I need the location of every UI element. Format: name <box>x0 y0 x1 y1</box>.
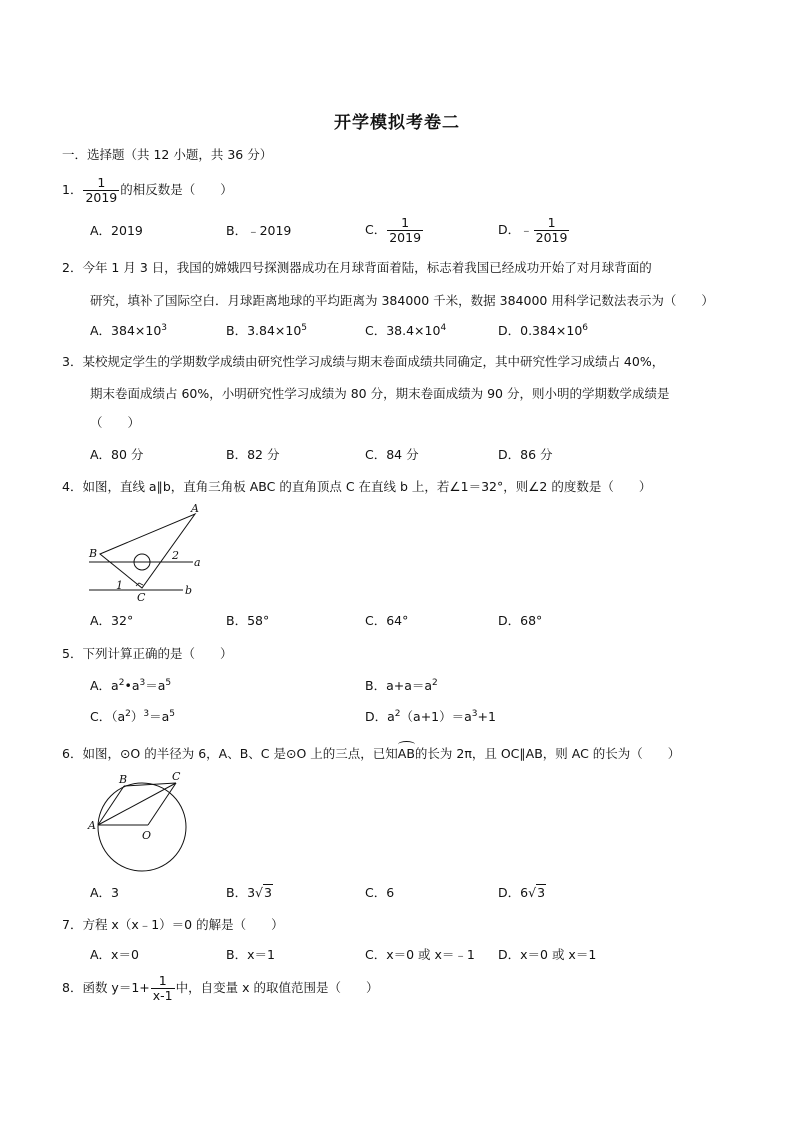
arc-ab: AB <box>397 746 415 761</box>
label-c-point: C <box>137 591 146 604</box>
label-angle-2: 2 <box>172 549 179 562</box>
question-4: 4．如图，直线 a∥b，直角三角板 ABC 的直角顶点 C 在直线 b 上，若∠1＝32°，则∠2 的度数是（ ） <box>62 479 652 494</box>
option-d: D．﹣ $\frac{1}{2019}$ <box>498 215 568 245</box>
option-c: C．84 分 <box>365 447 419 462</box>
question-3-line-2: 期末卷面成绩占 60%，小明研究性学习成绩为 80 分，期末卷面成绩为 90 分，则小明的学期数学成绩是 <box>90 386 670 401</box>
option-d: D．86 分 <box>498 447 553 462</box>
option-a: A．2019 <box>90 223 143 238</box>
option-b: B．82 分 <box>226 447 280 462</box>
option-b: B．$3.84\times 10^5$ <box>226 322 308 338</box>
question-1 <box>62 176 233 205</box>
question-2-line-2: 研究，填补了国际空白．月球距离地球的平均距离为 384000 千米，数据 384000 用科学记数法表示为（ ） <box>90 293 714 308</box>
question-text: 的相反数是（ ） <box>120 182 233 197</box>
option-b: B．58° <box>226 613 270 628</box>
label-b-point: B <box>89 547 98 560</box>
label-o-point: O <box>142 829 152 842</box>
option-d: D．$a^2(a+1)=a^3+1$ <box>365 708 496 724</box>
option-a: A．$384\times 10^3$ <box>90 322 168 338</box>
option-a: A．80 分 <box>90 447 144 462</box>
option-c: C．x＝0 或 x＝﹣1 <box>365 947 475 962</box>
sqrt-icon: √ <box>528 885 537 900</box>
question-8: 8．函数 y＝1+ $\frac{1}{x-1}$ 中，自变量 x 的取值范围是（ ） <box>62 973 379 1003</box>
question-number: 1． <box>62 182 83 197</box>
label-c-point: C <box>172 770 181 783</box>
option-b: B．x＝1 <box>226 947 275 962</box>
option-a: A．32° <box>90 613 134 628</box>
page-title: 开学模拟考卷二 <box>334 113 460 133</box>
option-d: D．68° <box>498 613 543 628</box>
option-d: D．x＝0 或 x＝1 <box>498 947 597 962</box>
question-3-line-1: 3．某校规定学生的学期数学成绩由研究性学习成绩与期末卷面成绩共同确定，其中研究性学习成绩占 40%， <box>62 354 665 369</box>
option-c: C．$(a^2)^3=a^5$ <box>90 708 176 724</box>
option-a: A．3 <box>90 885 120 900</box>
option-c: C．64° <box>365 613 409 628</box>
option-d: D．$0.384\times 10^6$ <box>498 322 589 338</box>
sqrt-icon: √ <box>255 885 263 900</box>
question-2-line-1: 2．今年 1 月 3 日，我国的嫦娥四号探测器成功在月球背面着陆，标志着我国已经成功开始了对月球背面的 <box>62 260 652 275</box>
label-a-point: A <box>88 819 96 832</box>
label-b-point: B <box>119 773 128 786</box>
question-5: 5．下列计算正确的是（ ） <box>62 646 233 661</box>
question-6: 6．如图，⊙O 的半径为 6，A、B、C 是⊙O 上的三点，已知AB的长为 2π，且 OC∥AB，则 AC 的长为（ ） <box>62 746 681 761</box>
option-a: A．$a^2•a^3=a^5$ <box>90 677 172 693</box>
fraction: $\frac{1}{x-1}$ <box>152 973 173 1003</box>
option-b: B．3√3 <box>226 885 272 900</box>
option-b: B．﹣2019 <box>226 223 292 238</box>
option-d: D．6√3 <box>498 885 546 900</box>
label-angle-1: 1 <box>116 579 123 592</box>
fraction: $\frac{1}{2019}$ <box>85 175 118 205</box>
label-line-a: a <box>194 556 201 569</box>
label-a-point: A <box>191 502 199 515</box>
option-c: C． $\frac{1}{2019}$ <box>365 215 422 245</box>
question-6-figure <box>86 770 191 875</box>
section-heading: 一．选择题（共 12 小题，共 36 分） <box>62 147 273 162</box>
question-4-figure <box>85 500 205 605</box>
option-c: C．$38.4\times 10^4$ <box>365 322 447 338</box>
option-a: A．x＝0 <box>90 947 139 962</box>
question-3-line-3: （ ） <box>90 415 141 430</box>
option-c: C．6 <box>365 885 395 900</box>
label-line-b: b <box>185 584 193 597</box>
question-7: 7．方程 x（x﹣1）＝0 的解是（ ） <box>62 917 284 932</box>
option-b: B．$a+a=a^2$ <box>365 677 438 693</box>
